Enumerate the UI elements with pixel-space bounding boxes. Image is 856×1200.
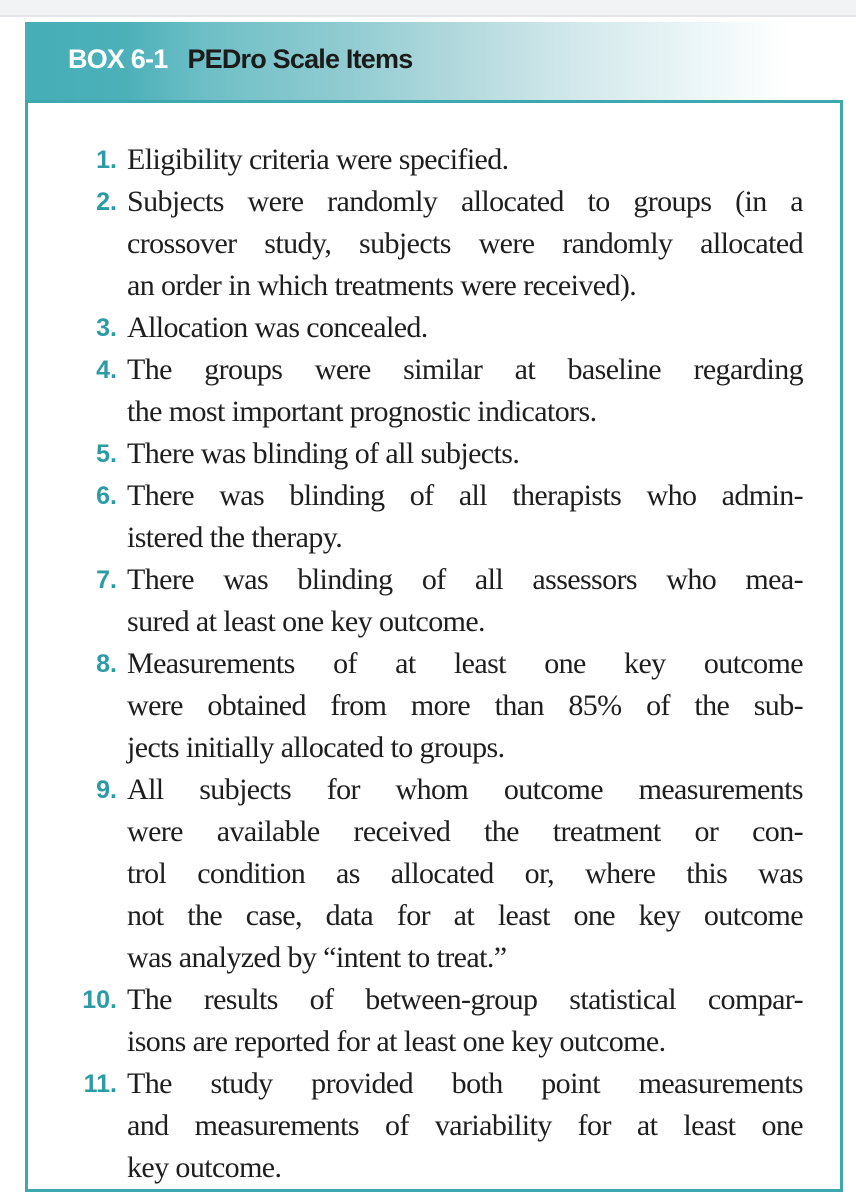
item-text bbox=[127, 1063, 803, 1189]
pedro-items-list bbox=[28, 139, 840, 1189]
item-number: 8. bbox=[96, 650, 117, 678]
item-text-line: was analyzed by “intent to treat.” bbox=[127, 941, 507, 974]
item-text bbox=[127, 559, 803, 643]
item-text-line: There was blinding of all therapists who admin- bbox=[127, 479, 803, 512]
box-content bbox=[25, 100, 843, 1192]
item-text bbox=[127, 769, 803, 979]
item-text-line: not the case, data for at least one key outcome bbox=[127, 899, 803, 932]
item-text-line: All subjects for whom outcome measurements bbox=[127, 773, 803, 806]
item-number: 11. bbox=[83, 1070, 117, 1098]
box-title: PEDro Scale Items bbox=[187, 44, 413, 74]
item-text-line: an order in which treatments were received). bbox=[127, 269, 637, 302]
item-text-line: The results of between-group statistical compar- bbox=[127, 983, 803, 1016]
item-text-line: istered the therapy. bbox=[127, 521, 343, 554]
item-text-line: trol condition as allocated or, where this was bbox=[127, 857, 803, 890]
item-text bbox=[127, 307, 803, 349]
list-item bbox=[28, 1063, 840, 1189]
item-text-line: the most important prognostic indicators. bbox=[127, 395, 597, 428]
list-item bbox=[28, 433, 840, 475]
item-number: 5. bbox=[96, 440, 117, 468]
item-number: 4. bbox=[96, 356, 117, 384]
item-text bbox=[127, 979, 803, 1063]
list-item bbox=[28, 181, 840, 307]
item-number: 6. bbox=[96, 482, 117, 510]
item-text bbox=[127, 643, 803, 769]
list-item bbox=[28, 979, 840, 1063]
item-text-line: The study provided both point measurements bbox=[127, 1067, 803, 1100]
item-text bbox=[127, 139, 803, 181]
item-text-line: were obtained from more than 85% of the sub- bbox=[127, 689, 803, 722]
list-item bbox=[28, 307, 840, 349]
item-text-line: There was blinding of all assessors who mea- bbox=[127, 563, 803, 596]
item-text-line: isons are reported for at least one key outcome. bbox=[127, 1025, 666, 1058]
item-text-line: and measurements of variability for at least one bbox=[127, 1109, 803, 1142]
list-item bbox=[28, 349, 840, 433]
list-item bbox=[28, 559, 840, 643]
item-text bbox=[127, 433, 803, 475]
item-number: 3. bbox=[96, 314, 117, 342]
list-item bbox=[28, 643, 840, 769]
item-number: 9. bbox=[96, 776, 117, 804]
item-number: 2. bbox=[96, 188, 117, 216]
list-item bbox=[28, 475, 840, 559]
item-text bbox=[127, 475, 803, 559]
item-text bbox=[127, 181, 803, 307]
item-number: 1. bbox=[96, 146, 117, 174]
box-label: BOX 6-1 bbox=[68, 44, 168, 74]
top-bar bbox=[0, 0, 856, 17]
item-text-line: Allocation was concealed. bbox=[127, 311, 428, 344]
item-text-line: Subjects were randomly allocated to groups (in a bbox=[127, 185, 803, 218]
item-text-line: crossover study, subjects were randomly allocated bbox=[127, 227, 803, 260]
item-number: 7. bbox=[96, 566, 117, 594]
item-text bbox=[127, 349, 803, 433]
item-text-line: There was blinding of all subjects. bbox=[127, 437, 520, 470]
item-text-line: Measurements of at least one key outcome bbox=[127, 647, 803, 680]
item-text-line: were available received the treatment or con- bbox=[127, 815, 803, 848]
list-item bbox=[28, 769, 840, 979]
item-text-line: jects initially allocated to groups. bbox=[127, 731, 505, 764]
box-heading bbox=[68, 44, 412, 75]
list-item bbox=[28, 139, 840, 181]
box-header bbox=[25, 22, 856, 100]
item-text-line: sured at least one key outcome. bbox=[127, 605, 485, 638]
item-text-line: key outcome. bbox=[127, 1151, 282, 1184]
item-number: 10. bbox=[82, 986, 117, 1014]
item-text-line: The groups were similar at baseline regarding bbox=[127, 353, 803, 386]
item-text-line: Eligibility criteria were specified. bbox=[127, 143, 509, 176]
